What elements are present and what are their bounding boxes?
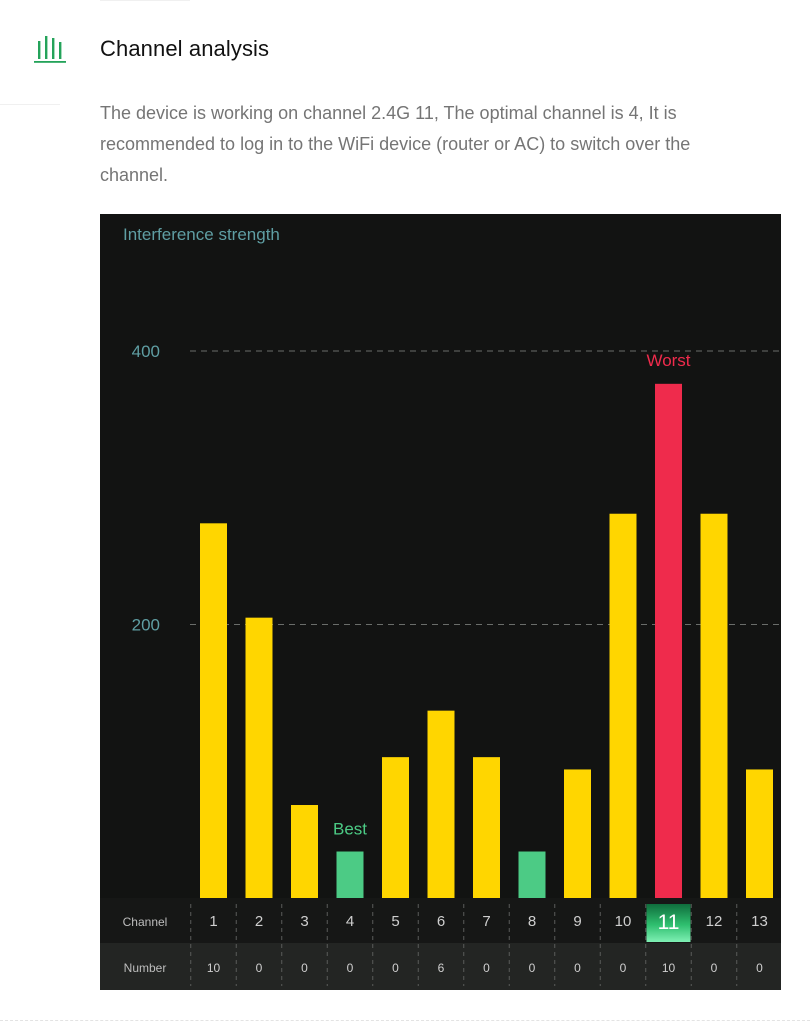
bar-channel-5 <box>382 757 409 898</box>
section-title: Channel analysis <box>100 36 270 61</box>
left-divider <box>0 104 60 105</box>
bar-channel-12 <box>701 514 728 898</box>
y-tick-label: 400 <box>131 342 160 361</box>
x-tick-label: 4 <box>345 913 355 930</box>
number-cell: 6 <box>437 961 445 975</box>
number-cell: 0 <box>710 961 718 975</box>
x-tick-label: 9 <box>573 913 582 930</box>
number-cell: 0 <box>483 961 490 975</box>
section-description: The device is working on channel 2.4G 11, The optimal channel is 4, It is recommended to log in to the WiFi device (router or AC) to switch over the channel. <box>100 103 691 185</box>
number-cell: 0 <box>392 961 399 975</box>
bar-channel-10 <box>610 514 637 898</box>
bottom-divider <box>0 1020 810 1021</box>
x-tick-label: 13 <box>751 913 768 930</box>
number-cell: 0 <box>301 961 308 975</box>
bar-chart-icon <box>33 34 67 64</box>
bar-channel-9 <box>564 769 591 898</box>
x-tick-label: 6 <box>436 913 446 930</box>
bar-channel-4 <box>337 852 364 898</box>
number-cell: 0 <box>619 961 627 975</box>
bar-channel-7 <box>473 757 500 898</box>
bar-channel-1 <box>200 523 227 898</box>
bar-channel-6 <box>428 711 455 898</box>
bar-channel-3 <box>291 805 318 898</box>
x-tick-label: 12 <box>705 913 723 930</box>
x-tick-label: 8 <box>527 913 537 930</box>
interference-chart <box>100 214 781 990</box>
x-tick-label: 1 <box>209 913 218 930</box>
bar-channel-2 <box>246 618 273 898</box>
number-cell: 0 <box>346 961 354 975</box>
chart-title: Interference strength <box>123 225 280 244</box>
number-cell: 0 <box>255 961 263 975</box>
number-cell: 0 <box>528 961 536 975</box>
channel-row-label: Channel <box>122 915 168 929</box>
number-cell: 10 <box>661 961 676 975</box>
best-label: Best <box>332 819 368 839</box>
x-tick-label: 7 <box>482 913 491 930</box>
x-tick-label: 2 <box>254 913 264 930</box>
x-tick-label: 11 <box>657 911 680 934</box>
number-cell: 0 <box>574 961 581 975</box>
top-divider <box>100 0 190 1</box>
bar-channel-13 <box>746 769 773 898</box>
bar-channel-8 <box>519 852 546 898</box>
x-tick-label: 5 <box>391 913 400 930</box>
y-tick-label: 200 <box>131 615 160 635</box>
number-row-label: Number <box>123 961 167 975</box>
x-tick-label: 10 <box>614 913 632 930</box>
chart-canvas <box>100 214 781 990</box>
number-cell: 10 <box>206 961 221 975</box>
number-cell: 0 <box>756 961 763 975</box>
worst-label: Worst <box>646 350 691 370</box>
x-tick-label: 3 <box>300 913 309 930</box>
bar-channel-11 <box>655 384 682 898</box>
